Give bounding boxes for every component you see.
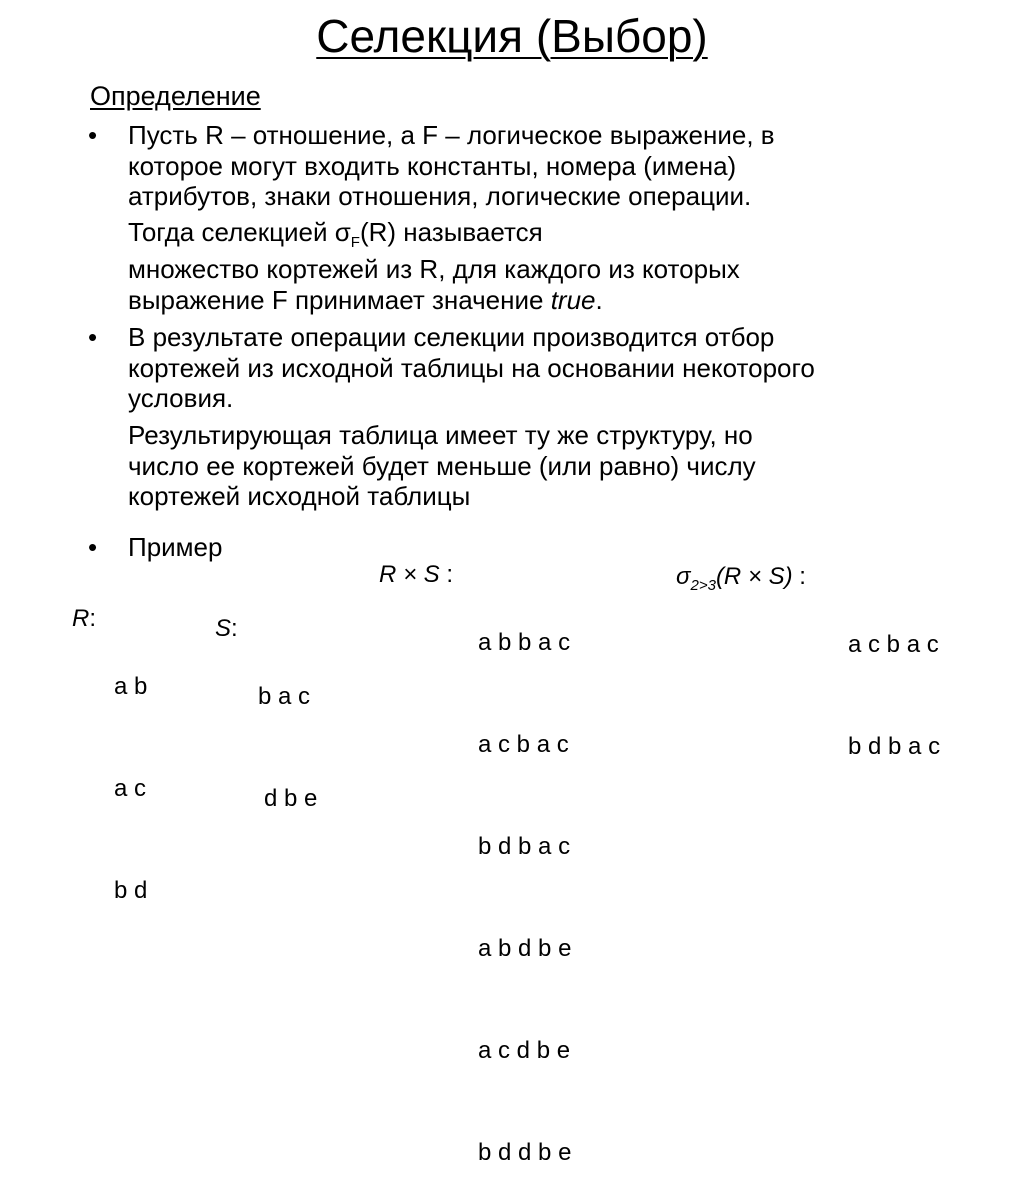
text-line: выражение F принимает значение true. bbox=[128, 284, 603, 315]
bullet-result-description bbox=[128, 322, 1000, 414]
text-line: кортежей исходной таблицы bbox=[128, 481, 471, 511]
relation-product-rows bbox=[478, 558, 571, 1204]
bullet-icon: • bbox=[88, 322, 98, 352]
tuple-row: a b d b e bbox=[478, 935, 572, 962]
text-line: число ее кортежей будет меньше (или равно) числу bbox=[128, 450, 756, 481]
sigma-condition: 2>3 bbox=[690, 577, 716, 594]
relation-r-rows bbox=[114, 602, 147, 942]
relation-s: S: bbox=[215, 615, 238, 642]
tuple-row: b d d b e bbox=[478, 1139, 572, 1166]
sigma-symbol: σ bbox=[676, 563, 691, 590]
tuple-row: d b e bbox=[264, 785, 318, 812]
tuple-row: b d bbox=[114, 877, 148, 904]
tuple-row: b a c bbox=[258, 683, 311, 710]
selection-result-rows bbox=[848, 560, 940, 798]
tuple-row: a c bbox=[114, 775, 147, 802]
text-line: Результирующая таблица имеет ту же структуру, но bbox=[128, 420, 753, 450]
slide-title: Селекция (Выбор) bbox=[316, 10, 708, 62]
text-line: Пусть R – отношение, а F – логическое выражение, в bbox=[128, 120, 775, 150]
bullet-icon: • bbox=[88, 120, 98, 150]
text-line: атрибутов, знаки отношения, логические операции. bbox=[128, 181, 752, 211]
true-keyword: true bbox=[550, 284, 596, 315]
selection-expression: $\sigma_{2>3}(R \times S)$ : bbox=[676, 563, 806, 594]
tuple-row: a c d b e bbox=[478, 1037, 571, 1064]
tuple-row: a b b a c bbox=[478, 629, 571, 656]
relation-r-label: R bbox=[72, 605, 90, 632]
selection-result-definition bbox=[128, 254, 1008, 315]
relation-s-rows bbox=[258, 612, 317, 850]
relation-product-label: R × S bbox=[379, 561, 440, 588]
tuple-row: b d b a c bbox=[478, 833, 571, 860]
text-line: множество кортежей из R, для каждого из которых bbox=[128, 254, 740, 284]
subscript-f: F bbox=[350, 234, 360, 251]
definition-heading: Определение bbox=[90, 81, 261, 111]
text-line: условия. bbox=[128, 383, 234, 413]
example-label: Пример bbox=[128, 532, 223, 562]
result-table-description bbox=[128, 420, 1000, 512]
sigma-argument: (R × S) bbox=[715, 563, 793, 590]
text-line: кортежей из исходной таблицы на основании некоторого bbox=[128, 352, 815, 383]
bullet-definition bbox=[128, 120, 1008, 212]
tuple-row: a c b a c bbox=[848, 631, 939, 658]
tuple-row: b d b a c bbox=[848, 733, 941, 760]
relation-r: R: bbox=[72, 605, 97, 632]
selection-notation-line: Тогда селекцией $\sigma_F(R)$ называется bbox=[128, 217, 543, 251]
relation-product: R × S : bbox=[379, 561, 454, 588]
tuple-row: a b bbox=[114, 673, 148, 700]
text-line: В результате операции селекции производится отбор bbox=[128, 322, 775, 352]
tuple-row: a c b a c bbox=[478, 731, 569, 758]
bullet-icon: • bbox=[88, 532, 98, 562]
text-line: которое могут входить константы, номера (имена) bbox=[128, 150, 737, 181]
relation-s-label: S bbox=[215, 615, 232, 642]
